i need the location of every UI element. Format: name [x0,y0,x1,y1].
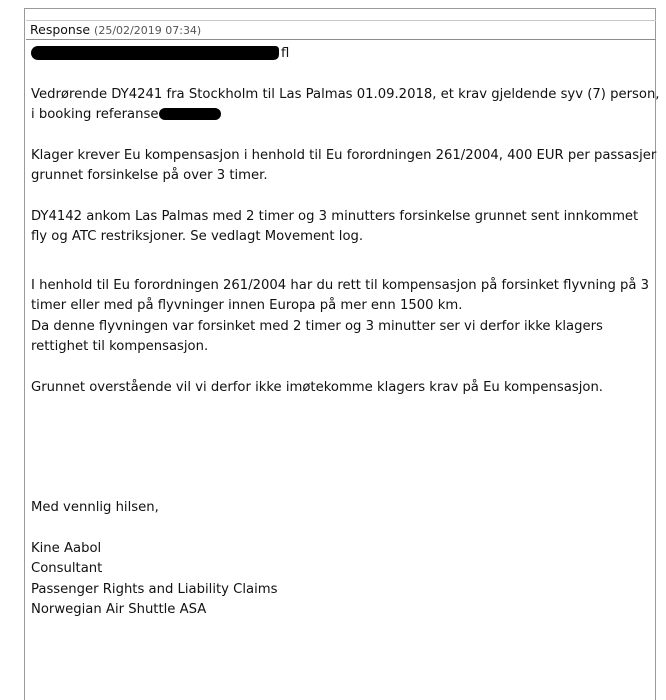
paragraph-line [31,105,651,126]
paragraph-line: fly og ATC restriksjoner. Se vedlagt Movement log. [31,229,364,244]
response-timestamp: (25/02/2019 07:34) [94,24,202,37]
greeting-tail: fl [281,46,290,61]
paragraph-line: grunnet forsinkelse på over 3 timer. [31,168,268,183]
paragraph-arrival [31,207,651,248]
redacted-booking-reference [159,108,221,120]
paragraph-regulation [31,276,651,358]
signature-block [31,539,651,621]
paragraph-claim [31,146,657,187]
signature-title: Consultant [31,561,103,576]
response-header [26,20,656,40]
redacted-name [31,46,279,60]
paragraph-line: Vedrørende DY4241 fra Stockholm til Las Palmas 01.09.2018, et krav gjeldende syv (7) person, [31,86,660,102]
signature-name: Kine Aabol [31,540,102,556]
paragraph-line: DY4142 ankom Las Palmas med 2 timer og 3 minutters forsinkelse grunnet sent innkommet [31,208,639,224]
paragraph-line: I henhold til Eu forordningen 261/2004 har du rett til kompensasjon på forsinket flyvning på 3 [31,277,650,293]
paragraph-line: timer eller med på flyvninger innen Europa på mer enn 1500 km. [31,298,463,313]
paragraph-line: Klager krever Eu kompensasjon i henhold til Eu forordningen 261/2004, 400 EUR per passasjer [31,147,657,163]
paragraph-flight [31,85,660,126]
response-label: Response [30,22,91,37]
greeting-line [31,44,651,65]
paragraph-line: rettighet til kompensasjon. [31,339,209,354]
signature-company: Norwegian Air Shuttle ASA [31,602,207,617]
paragraph-conclusion: Grunnet overstående vil vi derfor ikke imøtekomme klagers krav på Eu kompensasjon. [31,379,603,395]
booking-reference-label: i booking referanse [31,107,159,122]
paragraph-line: Da denne flyvningen var forsinket med 2 timer og 3 minutter ser vi derfor ikke klagers [31,318,603,334]
closing-line: Med vennlig hilsen, [31,500,159,515]
signature-department: Passenger Rights and Liability Claims [31,581,278,597]
letter-body [31,44,660,621]
